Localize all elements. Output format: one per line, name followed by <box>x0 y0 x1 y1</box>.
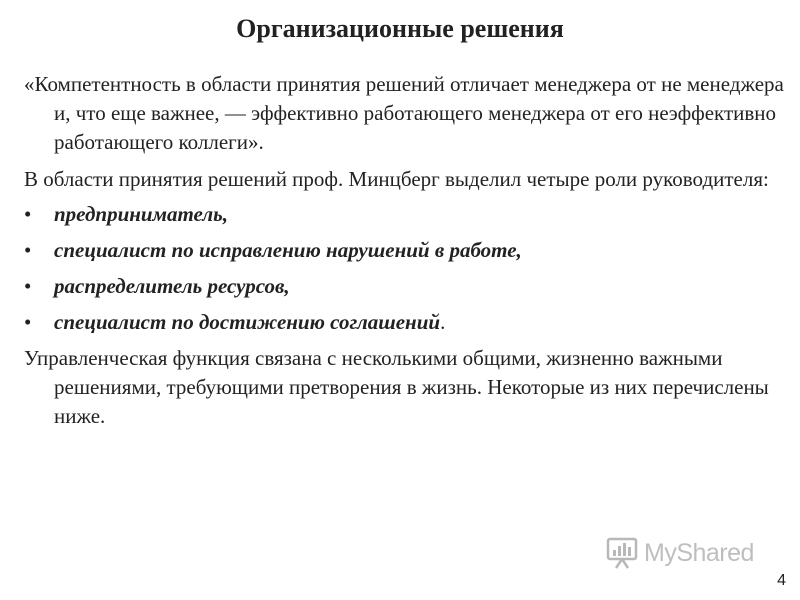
role-item <box>24 200 784 229</box>
role-label: предприниматель, <box>54 202 228 226</box>
roles-list <box>24 200 784 337</box>
role-item <box>24 272 784 301</box>
page-number: 4 <box>777 572 786 589</box>
bullet-icon: • <box>24 238 32 262</box>
intro-paragraph: В области принятия решений проф. Минцберг выделил четыре роли руководителя: <box>24 167 769 191</box>
bullet-icon: • <box>24 310 32 334</box>
myshared-logo-icon <box>606 536 640 570</box>
slide-title: Организационные решения <box>236 14 564 43</box>
role-item <box>24 236 784 265</box>
watermark-text: MyShared <box>644 538 754 567</box>
role-trail: . <box>440 310 446 334</box>
quote-paragraph: «Компетентность в области принятия решений отличает менеджера от не менеджера и, что еще важнее, — эффективно работающего менеджера от его неэффективно работающего коллеги». <box>24 72 784 154</box>
role-label: специалист по исправлению нарушений в работе, <box>54 238 522 262</box>
role-label: специалист по достижению соглашений <box>54 310 441 334</box>
bullet-icon: • <box>24 202 32 226</box>
role-item <box>24 308 784 337</box>
conclusion-paragraph: Управленческая функция связана с несколькими общими, жизненно важными решениями, требующими претворения в жизнь. Некоторые из них перечислены ниже. <box>24 346 769 428</box>
bullet-icon: • <box>24 274 32 298</box>
role-label: распределитель ресурсов, <box>54 274 290 298</box>
myshared-watermark <box>606 536 754 570</box>
slide-content <box>24 70 784 437</box>
